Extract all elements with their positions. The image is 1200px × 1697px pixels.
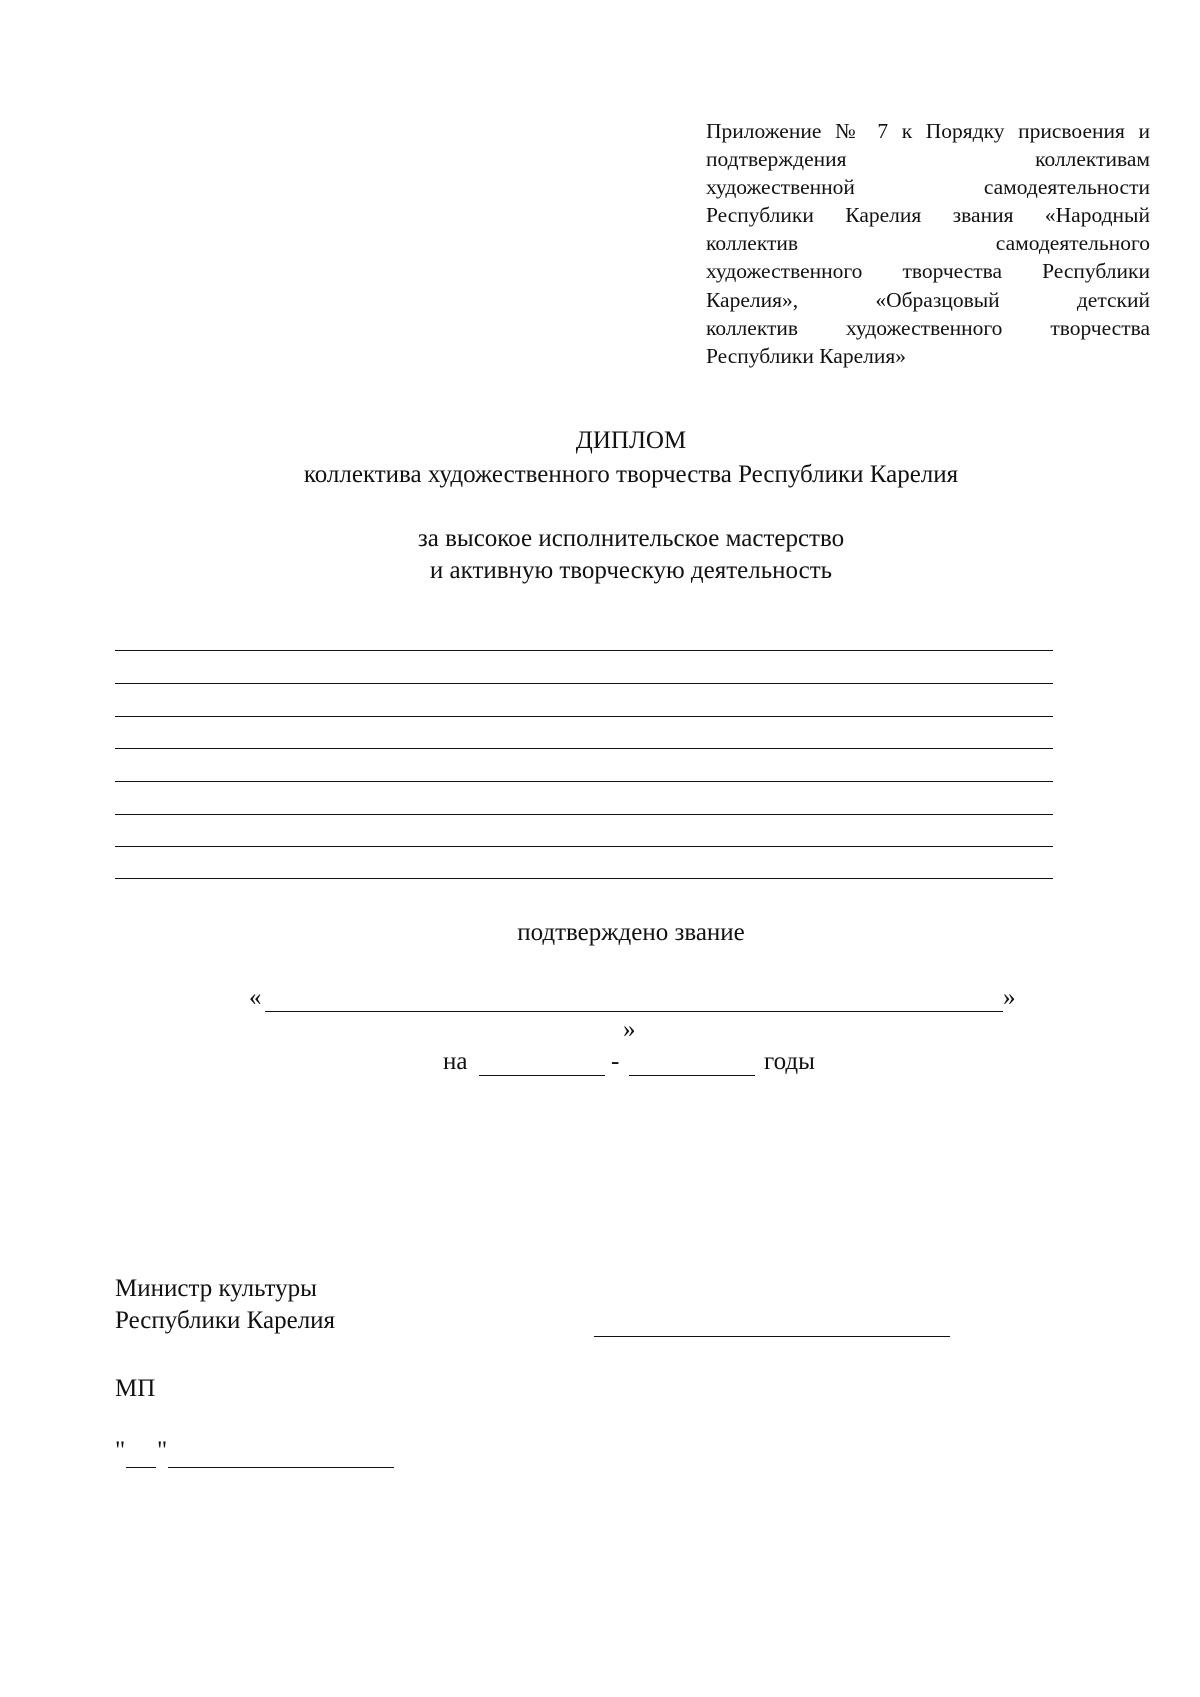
appendix-line: Приложение № 7 к Порядку присвоения и (706, 119, 1150, 143)
appendix-line: художественной самодеятельности (706, 175, 1150, 200)
stamp-placeholder: МП (115, 1375, 156, 1402)
diploma-reason-line-1: за высокое исполнительское мастерство (417, 525, 845, 552)
signatory-position-line-1: Министр культуры (115, 1275, 317, 1302)
appendix-line: подтверждения коллективам (706, 147, 1150, 172)
appendix-line: коллектив самодеятельного (706, 231, 1150, 256)
diploma-title: ДИПЛОМ (575, 427, 687, 454)
appendix-line: коллектив художественного творчества (706, 315, 1150, 340)
diploma-reason-line-2: и активную творческую деятельность (429, 557, 833, 584)
appendix-line: Республики Карелия звания «Народный (706, 203, 1150, 228)
blank-line (115, 814, 1053, 815)
appendix-line: художественного творчества Республики (706, 259, 1150, 284)
title-quote-open: « (249, 984, 262, 1011)
appendix-line: Республики Карелия» (706, 343, 906, 368)
date-quote-open: " (115, 1437, 126, 1464)
date-quote-close: " (157, 1437, 168, 1464)
period-start-blank (479, 1075, 605, 1076)
title-blank-line (265, 1011, 1003, 1012)
period-dash: - (611, 1048, 620, 1075)
title-quote-close-wrapped: » (623, 1016, 636, 1043)
appendix-note (706, 117, 1150, 370)
blank-line (115, 748, 1053, 749)
blank-line (115, 781, 1053, 782)
blank-line (115, 650, 1053, 651)
period-prefix: на (443, 1048, 468, 1075)
signatory-position-line-2: Республики Карелия (115, 1307, 336, 1334)
date-day-blank (126, 1467, 156, 1468)
appendix-line: Карелия», «Образцовый детский (706, 287, 1150, 312)
signature-blank-line (594, 1336, 950, 1337)
confirmed-label: подтверждено звание (517, 919, 745, 946)
diploma-subtitle: коллектива художественного творчества Республики Карелия (303, 461, 959, 488)
blank-line (115, 846, 1053, 847)
blank-line (115, 716, 1053, 717)
blank-line (115, 878, 1053, 879)
period-end-blank (629, 1075, 755, 1076)
date-month-year-blank (168, 1467, 394, 1468)
title-quote-close: » (1003, 984, 1016, 1011)
period-suffix: годы (764, 1048, 815, 1075)
blank-line (115, 683, 1053, 684)
